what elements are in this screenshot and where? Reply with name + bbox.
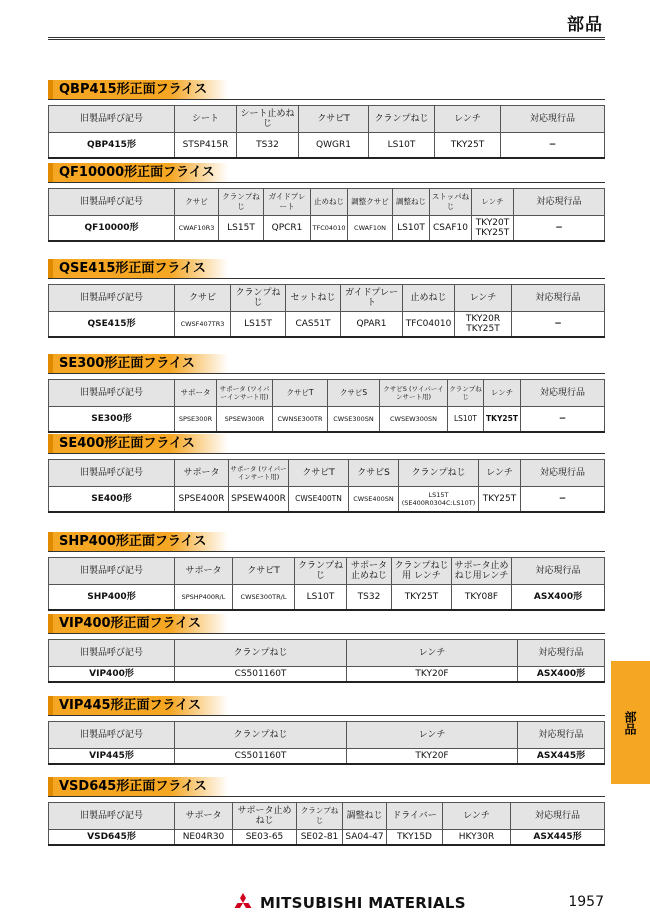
cell: TKY25T xyxy=(392,585,452,611)
header-cell: クランプねじ xyxy=(175,722,347,749)
cell: SE02-81 xyxy=(297,830,343,846)
header-cell: ストッパねじ xyxy=(430,189,472,216)
header-cell: サポータ 止めねじ xyxy=(347,558,392,585)
cell: ASX400形 xyxy=(512,585,605,611)
header-cell: 調整クサビ xyxy=(348,189,393,216)
cell: TKY25T xyxy=(479,487,521,513)
header-cell: レンチ xyxy=(347,722,518,749)
cell: CWAF10N xyxy=(348,216,393,242)
table-header-row xyxy=(49,722,605,749)
cell: LS15T xyxy=(219,216,264,242)
table-header-row xyxy=(49,106,605,133)
header-cell: サポータ (ワイパーインサート用) xyxy=(217,380,273,407)
header-cell: 対応現行品 xyxy=(518,640,605,667)
section-title: QBP415形正面フライス xyxy=(48,80,605,99)
header-cell: サポータ xyxy=(175,558,233,585)
header-cell: 対応現行品 xyxy=(512,285,605,312)
cell: CWNSE300TR xyxy=(273,407,328,433)
cell: LS10T xyxy=(393,216,430,242)
table-row xyxy=(49,312,605,338)
table-header-row xyxy=(49,285,605,312)
cell: QBP415形 xyxy=(49,133,175,159)
section-vip445 xyxy=(48,696,605,765)
section-se400 xyxy=(48,434,605,513)
table-row xyxy=(49,487,605,513)
header-cell: クランプねじ xyxy=(297,803,343,830)
cell: TS32 xyxy=(237,133,299,159)
cell: TKY20F xyxy=(347,667,518,683)
table-row xyxy=(49,749,605,765)
cell: − xyxy=(512,312,605,338)
header-cell: レンチ xyxy=(479,460,521,487)
cell: − xyxy=(501,133,605,159)
cell: TKY25T xyxy=(484,407,521,433)
section-title: QF10000形正面フライス xyxy=(48,163,605,182)
header-cell: クサビT xyxy=(299,106,369,133)
side-tab-label: 部品 xyxy=(623,710,637,735)
section-title: SHP400形正面フライス xyxy=(48,532,605,551)
header-cell: シート xyxy=(175,106,237,133)
side-tab[interactable] xyxy=(611,661,650,784)
cell: TFC04010 xyxy=(403,312,455,338)
header-cell: サポータ止め ねじ用レンチ xyxy=(452,558,512,585)
cell: TKY15D xyxy=(387,830,443,846)
section-title: SE400形正面フライス xyxy=(48,434,605,453)
cell: CS501160T xyxy=(175,749,347,765)
header-cell: クランプねじ xyxy=(448,380,484,407)
cell: TKY25T xyxy=(435,133,501,159)
cell: CWAF10R3 xyxy=(175,216,219,242)
cell: TS32 xyxy=(347,585,392,611)
cell: QPAR1 xyxy=(341,312,403,338)
header-cell: 旧製品呼び記号 xyxy=(49,558,175,585)
table-header-row xyxy=(49,460,605,487)
cell: CWSF407TR3 xyxy=(175,312,231,338)
header-cell: レンチ xyxy=(472,189,514,216)
header-rule xyxy=(48,37,605,40)
table-row xyxy=(49,133,605,159)
header-cell: 対応現行品 xyxy=(501,106,605,133)
header-cell: 旧製品呼び記号 xyxy=(49,640,175,667)
cell: QF10000形 xyxy=(49,216,175,242)
cell: SE03-65 xyxy=(233,830,297,846)
section-qse415 xyxy=(48,259,605,338)
header-cell: レンチ xyxy=(347,640,518,667)
cell: QSE415形 xyxy=(49,312,175,338)
cell: HKY30R xyxy=(443,830,511,846)
page-title: 部品 xyxy=(567,15,603,35)
table-row xyxy=(49,216,605,242)
cell: − xyxy=(521,487,605,513)
header-cell: 止めねじ xyxy=(403,285,455,312)
header-cell: 旧製品呼び記号 xyxy=(49,803,175,830)
cell: LS10T xyxy=(448,407,484,433)
header-cell: レンチ xyxy=(435,106,501,133)
cell: CWSE400TN xyxy=(289,487,349,513)
header-cell: サポータ止めねじ xyxy=(233,803,297,830)
cell: ASX445形 xyxy=(518,749,605,765)
header-cell: レンチ xyxy=(455,285,512,312)
cell: − xyxy=(521,407,605,433)
mitsubishi-diamonds-icon xyxy=(232,893,254,913)
section-title: QSE415形正面フライス xyxy=(48,259,605,278)
header-cell: クサビS xyxy=(328,380,380,407)
cell: SPSE400R xyxy=(175,487,229,513)
header-cell: 旧製品呼び記号 xyxy=(49,460,175,487)
cell: SPSE300R xyxy=(175,407,217,433)
header-cell: 対応現行品 xyxy=(521,380,605,407)
cell: TKY20T TKY25T xyxy=(472,216,514,242)
header-cell: 対応現行品 xyxy=(521,460,605,487)
section-shp400 xyxy=(48,532,605,611)
parts-table xyxy=(48,284,605,338)
cell: TKY20R TKY25T xyxy=(455,312,512,338)
section-title: VIP445形正面フライス xyxy=(48,696,605,715)
cell: CWSE300TR/L xyxy=(233,585,295,611)
page-header xyxy=(0,0,650,40)
section-title: SE300形正面フライス xyxy=(48,354,605,373)
cell: VIP445形 xyxy=(49,749,175,765)
header-cell: レンチ xyxy=(484,380,521,407)
cell: TKY20F xyxy=(347,749,518,765)
header-cell: シート止めねじ xyxy=(237,106,299,133)
cell: LS15T (SE400R0304C:LS10T) xyxy=(399,487,479,513)
cell: LS10T xyxy=(295,585,347,611)
header-cell: 旧製品呼び記号 xyxy=(49,189,175,216)
cell: CS501160T xyxy=(175,667,347,683)
footer-logo xyxy=(232,893,466,913)
header-cell: クサビ xyxy=(175,189,219,216)
header-cell: 対応現行品 xyxy=(511,803,605,830)
header-cell: クランプねじ xyxy=(231,285,286,312)
table-header-row xyxy=(49,803,605,830)
cell: LS10T xyxy=(369,133,435,159)
section-qbp415 xyxy=(48,80,605,159)
parts-table xyxy=(48,802,605,846)
section-title: VSD645形正面フライス xyxy=(48,777,605,796)
header-cell: レンチ xyxy=(443,803,511,830)
cell: VSD645形 xyxy=(49,830,175,846)
header-cell: クランプねじ xyxy=(219,189,264,216)
table-row xyxy=(49,667,605,683)
header-cell: クランプねじ xyxy=(175,640,347,667)
table-row xyxy=(49,585,605,611)
header-cell: 旧製品呼び記号 xyxy=(49,722,175,749)
cell: CSAF10 xyxy=(430,216,472,242)
cell: SA04-47 xyxy=(343,830,387,846)
cell: QWGR1 xyxy=(299,133,369,159)
cell: TFC04010 xyxy=(311,216,348,242)
header-cell: サポータ xyxy=(175,803,233,830)
header-cell: クサビS (ワイパーインサート用) xyxy=(380,380,448,407)
table-row xyxy=(49,407,605,433)
header-cell: クサビT xyxy=(233,558,295,585)
section-vsd645 xyxy=(48,777,605,846)
header-cell: 旧製品呼び記号 xyxy=(49,285,175,312)
header-cell: 調整ねじ xyxy=(393,189,430,216)
cell: SPSHP400R/L xyxy=(175,585,233,611)
cell: ASX400形 xyxy=(518,667,605,683)
parts-table xyxy=(48,105,605,159)
header-cell: クランプねじ xyxy=(369,106,435,133)
table-header-row xyxy=(49,189,605,216)
cell: SHP400形 xyxy=(49,585,175,611)
header-cell: クサビS xyxy=(349,460,399,487)
parts-table xyxy=(48,459,605,513)
cell: QPCR1 xyxy=(264,216,311,242)
header-cell: クサビT xyxy=(289,460,349,487)
header-cell: サポータ (ワイパーインサート用) xyxy=(229,460,289,487)
header-cell: クランプねじ用 レンチ xyxy=(392,558,452,585)
brand-name: MITSUBISHI MATERIALS xyxy=(260,894,466,912)
header-cell: クサビ xyxy=(175,285,231,312)
cell: SE300形 xyxy=(49,407,175,433)
header-cell: 止めねじ xyxy=(311,189,348,216)
cell: CWSE300SN xyxy=(328,407,380,433)
header-cell: 対応現行品 xyxy=(512,558,605,585)
header-cell: サポータ xyxy=(175,460,229,487)
cell: SPSEW300R xyxy=(217,407,273,433)
parts-table xyxy=(48,557,605,611)
cell: CAS51T xyxy=(286,312,341,338)
cell: LS15T xyxy=(231,312,286,338)
header-cell: サポータ xyxy=(175,380,217,407)
header-cell: セットねじ xyxy=(286,285,341,312)
section-vip400 xyxy=(48,614,605,683)
header-cell: クランプねじ xyxy=(399,460,479,487)
header-cell: ドライバー xyxy=(387,803,443,830)
cell: STSP415R xyxy=(175,133,237,159)
table-header-row xyxy=(49,558,605,585)
header-cell: クランプねじ xyxy=(295,558,347,585)
section-se300 xyxy=(48,354,605,433)
cell: − xyxy=(514,216,605,242)
parts-table xyxy=(48,379,605,433)
header-cell: 調整ねじ xyxy=(343,803,387,830)
header-cell: ガイドプレート xyxy=(264,189,311,216)
table-row xyxy=(49,830,605,846)
header-cell: 対応現行品 xyxy=(518,722,605,749)
cell: VIP400形 xyxy=(49,667,175,683)
page-number: 1957 xyxy=(568,894,604,910)
cell: CWSEW300SN xyxy=(380,407,448,433)
parts-table xyxy=(48,721,605,765)
header-cell: 旧製品呼び記号 xyxy=(49,106,175,133)
cell: TKY08F xyxy=(452,585,512,611)
parts-table xyxy=(48,188,605,242)
header-cell: 対応現行品 xyxy=(514,189,605,216)
section-qf10000 xyxy=(48,163,605,242)
cell: SPSEW400R xyxy=(229,487,289,513)
header-cell: ガイドプレート xyxy=(341,285,403,312)
header-cell: クサビT xyxy=(273,380,328,407)
table-header-row xyxy=(49,640,605,667)
header-cell: 旧製品呼び記号 xyxy=(49,380,175,407)
cell: ASX445形 xyxy=(511,830,605,846)
parts-table xyxy=(48,639,605,683)
cell: SE400形 xyxy=(49,487,175,513)
cell: NE04R30 xyxy=(175,830,233,846)
cell: CWSE400SN xyxy=(349,487,399,513)
table-header-row xyxy=(49,380,605,407)
section-title: VIP400形正面フライス xyxy=(48,614,605,633)
